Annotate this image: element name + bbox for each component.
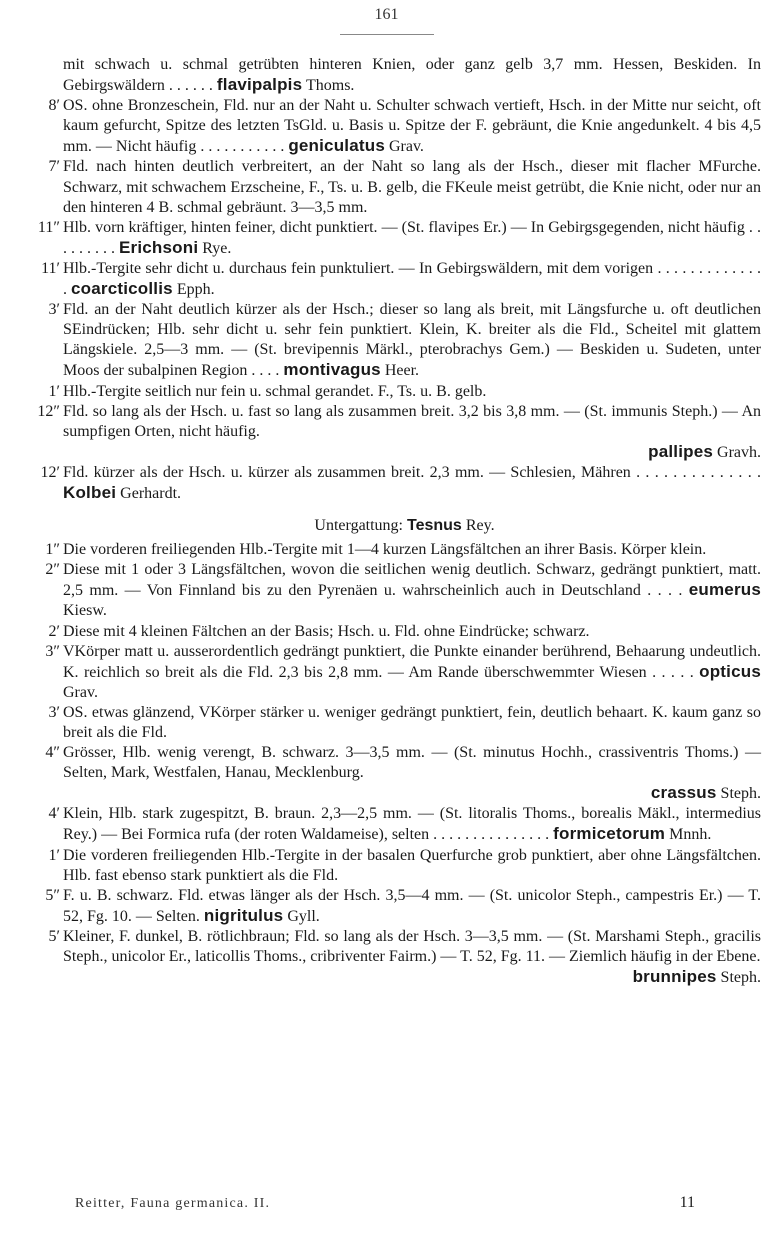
key-entry [8, 743, 761, 804]
entry-description: OS. etwas glänzend, VKörper stärker u. weniger gedrängt punktiert, fein, deutlich behaart. K. kaum ganz so breit als die Fld. [63, 703, 761, 741]
entry-description: Fld. kürzer als der Hsch. u. kürzer als zusammen breit. 2,3 mm. — Schlesien, Mähren . . . . . . . . . . . . . . [63, 463, 761, 481]
species-name: opticus [699, 661, 761, 681]
species-name: eumerus [688, 580, 761, 600]
species-label [288, 138, 424, 155]
species-label [553, 826, 711, 843]
key-entry [8, 218, 761, 259]
species-name: formicetorum [553, 824, 666, 844]
entry-text [63, 622, 761, 642]
entry-text [63, 218, 761, 259]
entry-description: F. u. B. schwarz. Fld. etwas länger als der Hsch. 3,5—4 mm. — (St. unicolor Steph., campestris Er.) — T. 52, Fg. 10. — Selten. [63, 886, 761, 925]
entry-description: Hlb.-Tergite sehr dicht u. durchaus fein punktuliert. — In Gebirgswäldern, mit dem vorigen . . . . . . . . . . . . . . [63, 259, 761, 299]
subgenus-author: Rey. [461, 517, 495, 535]
couplet-number: 12″ [37, 402, 60, 420]
key-entry [8, 382, 761, 402]
entry-description: Fld. so lang als der Hsch. u. fast so lang als zusammen breit. 3,2 bis 3,8 mm. — (St. immunis Steph.) — An sumpfigen Orten, nicht häufig. [63, 402, 761, 440]
entry-description: mit schwach u. schmal getrübten hinteren Knien, oder ganz gelb 3,7 mm. Hessen, Beskiden. In Gebirgswäldern . . . . . . [63, 56, 761, 95]
key-entry [8, 300, 761, 381]
species-label [63, 783, 761, 804]
key-entry [8, 560, 761, 621]
key-entry [8, 402, 761, 463]
entry-description: Hlb. vorn kräftiger, hinten feiner, dicht punktiert. — (St. flavipes Er.) — In Gebirgsgegenden, nicht häufig . . . . . . . . . [63, 218, 761, 257]
species-name: crassus [650, 783, 717, 803]
species-label [203, 905, 320, 925]
key-entry [8, 642, 761, 703]
entry-text [63, 463, 761, 504]
key-entry [8, 804, 761, 845]
entry-text [63, 743, 761, 804]
entry-text [63, 560, 761, 621]
entry-description: Hlb.-Tergite seitlich nur fein u. schmal gerandet. F., Ts. u. B. gelb. [63, 382, 487, 400]
species-author: Rye. [202, 239, 232, 257]
entry-text [63, 886, 761, 927]
key-entries [8, 55, 761, 504]
entry-description: VKörper matt u. ausserordentlich gedrängt punktiert, die Punkte einander berührend, Behaarung undeutlich. K. reichlich so breit als die Fld. 2,3 bis 2,8 mm. — Am Rande überschwemmter Wiesen . . . . . [63, 642, 761, 681]
species-author: Gyll. [287, 907, 320, 925]
couplet-number: 3′ [48, 703, 60, 721]
species-author: Heer. [384, 362, 420, 380]
entry-description: Grösser, Hlb. wenig verengt, B. schwarz. 3—3,5 mm. — (St. minutus Hochh., crassiventris Thoms.) — Selten, Mark, Westfalen, Hanau, Mecklenburg. [63, 744, 761, 782]
entry-text [63, 382, 761, 402]
entry-description: Diese mit 1 oder 3 Längsfältchen, wovon die seitlichen wenig deutlich. Schwarz, gedrängt punktiert, matt. 2,5 mm. — Von Finnland bis zu den Pyrenäen u. wahrscheinlich auch in Deutschland . . . . [63, 561, 761, 600]
species-name: Erichsoni [119, 237, 199, 257]
entry-text [63, 846, 761, 886]
key-entries-tesnus [8, 540, 761, 988]
page-number: 161 [374, 6, 399, 23]
species-name: pallipes [648, 441, 714, 461]
entry-text [63, 157, 761, 217]
species-label [63, 482, 182, 502]
key-entry [8, 703, 761, 743]
entry-description: Fld. nach hinten deutlich verbreitert, an der Naht so lang als der Hsch., dieser mit flacher MFurche. Schwarz, mit schwachem Erzscheine, F., Ts. u. B. gelb, die FKeule meist getrübt, die Knie nicht, oder nur an den hinteren 4 B. schmal gebräunt. 3—3,5 mm. [63, 158, 761, 216]
species-author: Epph. [176, 281, 215, 299]
entry-description: Klein, Hlb. stark zugespitzt, B. braun. 2,3—2,5 mm. — (St. litoralis Thoms., borealis Mäkl., intermedius Rey.) — Bei Formica rufa (der roten Waldameise), selten . . . . . . . . . . . . . . . [63, 805, 761, 844]
entry-text [63, 300, 761, 381]
species-label [71, 281, 215, 298]
subgenus-prefix: Untergattung: [314, 517, 407, 535]
entry-text [63, 703, 761, 743]
species-author: Grav. [388, 138, 424, 156]
entry-text [63, 927, 761, 988]
footer-source: Reitter, Fauna germanica. II. [75, 1196, 271, 1211]
couplet-number: 11′ [41, 259, 60, 277]
couplet-number: 12′ [40, 463, 60, 481]
key-entry [8, 55, 761, 96]
species-label [283, 362, 419, 379]
couplet-number: 4′ [48, 805, 60, 823]
species-author: Gerhardt. [120, 484, 182, 502]
entry-text [63, 540, 761, 560]
couplet-number: 1′ [48, 382, 60, 400]
couplet-number: 5″ [45, 886, 60, 904]
species-author: Mnnh. [669, 826, 712, 844]
key-entry [8, 540, 761, 560]
species-name: coarcticollis [71, 279, 173, 299]
species-author: Steph. [720, 785, 761, 803]
couplet-number: 2″ [45, 561, 60, 579]
entry-description: OS. ohne Bronzeschein, Fld. nur an der Naht u. Schulter schwach vertieft, Hsch. in der Mitte nur seicht, oft kaum gefurcht, Spitze des letzten TsGld. u. Basis u. Spitze der F. gebräunt, die Knie angedunkelt. 4 bis 4,5 mm. — Nicht häufig . . . . . . . . . . . [63, 97, 761, 156]
species-label [119, 237, 232, 257]
entry-text [63, 642, 761, 703]
species-author: Thoms. [305, 77, 355, 95]
couplet-number: 4″ [45, 744, 60, 762]
entry-description: Die vorderen freiliegenden Hlb.-Tergite mit 1—4 kurzen Längsfältchen an ihrer Basis. Körper klein. [63, 541, 707, 559]
entry-text [63, 804, 761, 845]
species-label [63, 442, 761, 463]
subgenus-name: Tesnus [407, 517, 462, 535]
species-label [217, 77, 355, 94]
species-author: Grav. [63, 683, 98, 701]
couplet-number: 8′ [48, 97, 60, 115]
couplet-number: 3′ [48, 301, 60, 319]
couplet-number: 1″ [45, 541, 60, 559]
species-author: Kiesw. [63, 602, 107, 620]
header-rule [340, 34, 434, 35]
species-name: brunnipes [632, 967, 717, 987]
key-entry [8, 96, 761, 157]
entry-description: Kleiner, F. dunkel, B. rötlichbraun; Fld. so lang als der Hsch. 3—3,5 mm. — (St. Marshami Steph., gracilis Steph., unicolor Er., laticollis Thoms., cribriventer Fairm.) — T. 52, Fg. 11. — Ziemlich häufig in der Ebene. [63, 927, 761, 966]
entry-text [63, 402, 761, 463]
couplet-number: 3″ [45, 642, 60, 660]
subgenus-heading [8, 516, 761, 536]
species-label [63, 967, 761, 988]
couplet-number: 7′ [48, 158, 60, 176]
couplet-number: 5′ [48, 927, 60, 945]
species-name: geniculatus [288, 136, 385, 156]
species-author: Gravh. [717, 443, 761, 461]
key-entry [8, 157, 761, 217]
key-entry [8, 259, 761, 300]
page-footer [75, 1196, 695, 1212]
couplet-number: 1′ [48, 846, 60, 864]
species-name: nigritulus [203, 905, 284, 925]
entry-description: Die vorderen freiliegenden Hlb.-Tergite in der basalen Querfurche grob punktiert, aber ohne Längsfältchen. Hlb. fast ebenso stark punktiert als die Fld. [63, 846, 761, 884]
entry-description: Fld. an der Naht deutlich kürzer als der Hsch.; dieser so lang als breit, mit Längsfurche u. oft deutlichen SEindrücken; Hlb. sehr dicht u. sehr fein punktiert. Klein, K. breiter als die Fld., Scheitel mit glattem Längskiele. 2,5—3 mm. — (St. brevipennis Märkl., pterobrachys Gem.) — Beskiden u. Sudeten, unter Moos der subalpinen Region . . . . [63, 301, 761, 380]
couplet-number: 2′ [48, 622, 60, 640]
key-entry [8, 463, 761, 504]
species-author: Steph. [720, 969, 761, 987]
key-entry [8, 886, 761, 927]
entry-text [63, 259, 761, 300]
key-text [8, 55, 761, 988]
key-entry [8, 622, 761, 642]
key-entry [8, 846, 761, 886]
entry-text [63, 96, 761, 157]
footer-signature: 11 [679, 1194, 695, 1211]
entry-text [63, 55, 761, 96]
species-name: Kolbei [63, 482, 117, 502]
key-entry [8, 927, 761, 988]
species-name: flavipalpis [216, 75, 303, 95]
entry-description: Diese mit 4 kleinen Fältchen an der Basis; Hsch. u. Fld. ohne Eindrücke; schwarz. [63, 622, 590, 640]
couplet-number: 11″ [37, 218, 60, 236]
species-name: montivagus [283, 360, 381, 380]
